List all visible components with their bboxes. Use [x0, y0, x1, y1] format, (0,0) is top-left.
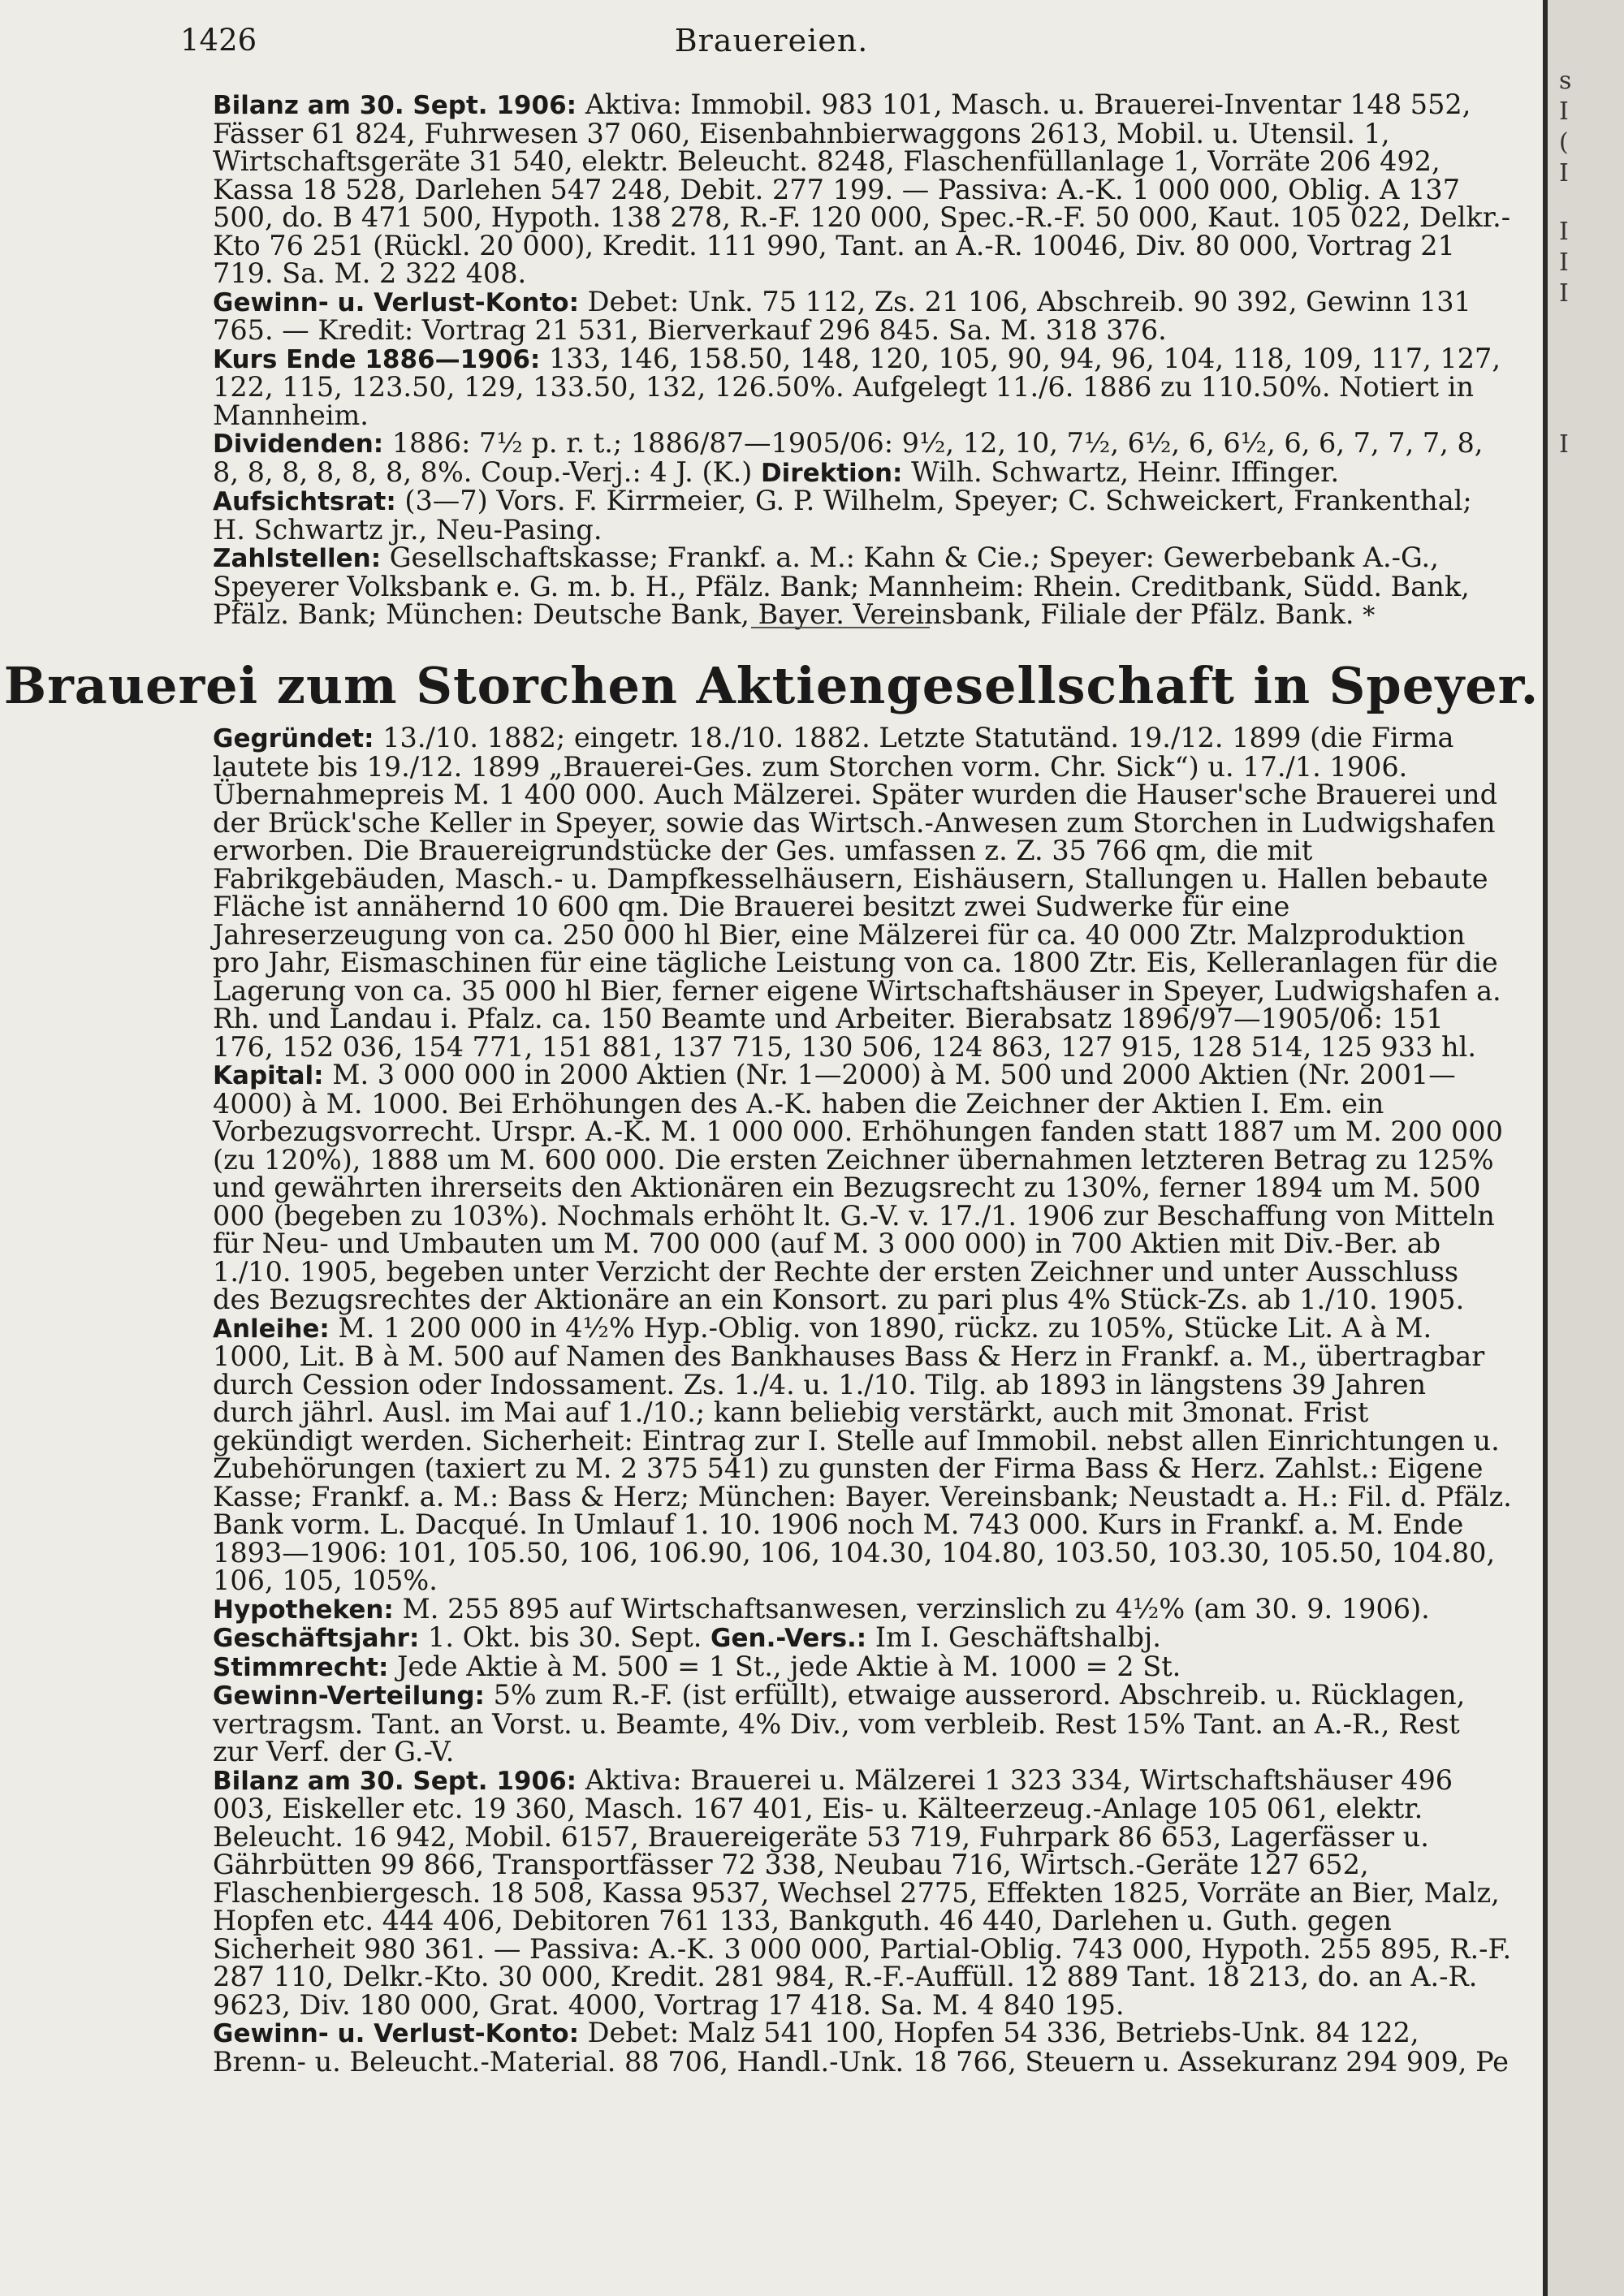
guv-label: Gewinn- u. Verlust-Konto:	[213, 287, 579, 317]
geschaeftsjahr-text: 1. Okt. bis 30. Sept.	[428, 1621, 702, 1653]
geschaeftsjahr-paragraph	[213, 1621, 1512, 1653]
page-header	[0, 23, 1543, 71]
margin-char: I	[1559, 97, 1569, 126]
margin-char: (	[1559, 128, 1569, 157]
hypotheken-text: M. 255 895 auf Wirtschaftsanwesen, verzinslich zu 4½% (am 30. 9. 1906).	[402, 1592, 1430, 1625]
zahlstellen-label: Zahlstellen:	[213, 544, 382, 573]
gen-vers-text: Im I. Geschäftshalbj.	[875, 1621, 1161, 1653]
kapital-text: M. 3 000 000 in 2000 Aktien (Nr. 1—2000) à M. 500 und 2000 Aktien (Nr. 2001—4000) à M. 1000. Bei Erhöhungen des A.-K. haben die Zeichner der Aktien I. Em. ein Vorbezugsvorrecht. Urspr. A.-K. M. 1 000 000. Erhöhungen fanden statt 1887 um M. 200 000 (zu 120%), 1888 um M. 600 000. Die ersten Zeichner übernahmen letzteren Betrag zu 125% und gewährten ihrerseits den Aktionären ein Bezugsrecht zu 130%, ferner 1894 um M. 500 000 (begeben zu 103%). Nochmals erhöht lt. G.-V. v. 17./1. 1906 zur Beschaffung von Mitteln für Neu- und Umbauten um M. 700 000 (auf M. 3 000 000) in 700 Aktien mit Div.-Ber. ab 1./10. 1905, begeben unter Verzicht der Rechte der ersten Zeichner und unter Ausschluss des Bezugsrechtes der Aktionäre an ein Konsort. zu pari plus 4% Stück-Zs. ab 1./10. 1905.	[213, 1059, 1503, 1315]
footnote-star: *	[1363, 602, 1376, 630]
gewinn-verteilung-text: 5% zum R.-F. (ist erfüllt), etwaige ausserord. Abschreib. u. Rücklagen, vertragsm. Tant. an Vorst. u. Beamte, 4% Div., vom verbleib. Rest 15% Tant. an A.-R., Rest zur Verf. der G.-V.	[213, 1679, 1466, 1767]
adjacent-page-edge	[1543, 0, 1624, 2296]
hypotheken-paragraph	[213, 1592, 1512, 1625]
bilanz2-paragraph	[213, 1763, 1512, 2021]
aufsichtsrat-text: (3—7) Vors. F. Kirrmeier, G. P. Wilhelm, Speyer; C. Schweickert, Frankenthal; H. Schwartz jr., Neu-Pasing.	[213, 485, 1472, 546]
guv2-paragraph	[213, 2019, 1512, 2076]
gewinn-verteilung-label: Gewinn-Verteilung:	[213, 1681, 485, 1711]
margin-char: s	[1559, 67, 1572, 95]
margin-char: I	[1559, 430, 1569, 459]
company-block	[213, 724, 1512, 2076]
kapital-label: Kapital:	[213, 1061, 324, 1090]
previous-company-block	[213, 88, 1512, 631]
margin-char: I	[1559, 159, 1569, 188]
gewinn-verteilung-paragraph	[213, 1681, 1512, 1767]
bilanz2-label: Bilanz am 30. Sept. 1906:	[213, 1766, 577, 1796]
kurs-label: Kurs Ende 1886—1906:	[213, 344, 541, 374]
zahlstellen-paragraph	[213, 544, 1512, 631]
dividenden-label: Dividenden:	[213, 429, 384, 459]
margin-char: I	[1559, 279, 1569, 308]
kurs-paragraph	[213, 342, 1512, 431]
aufsichtsrat-paragraph	[213, 487, 1512, 544]
direktion-label: Direktion:	[760, 458, 903, 488]
running-head: Brauereien.	[674, 23, 869, 58]
guv2-text: Debet: Malz 541 100, Hopfen 54 336, Betriebs-Unk. 84 122, Brenn- u. Beleucht.-Material. 88 706, Handl.-Unk. 18 766, Steuern u. Assekuranz 294 909, Pe	[213, 2017, 1509, 2078]
margin-char: I	[1559, 248, 1569, 277]
anleihe-text: M. 1 200 000 in 4½% Hyp.-Oblig. von 1890, rückz. zu 105%, Stücke Lit. A à M. 1000, Lit. B à M. 500 auf Namen des Bankhauses Bass & Herz in Frankf. a. M., übertragbar durch Cession oder Indossament. Zs. 1./4. u. 1./10. Tilg. ab 1893 in längstens 39 Jahren durch jährl. Ausl. im Mai auf 1./10.; kann beliebig verstärkt, auch mit 3monat. Frist gekündigt werden. Sicherheit: Eintrag zur I. Stelle auf Immobil. nebst allen Einrichtungen u. Zubehörungen (taxiert zu M. 2 375 541) zu gunsten der Firma Bass & Herz. Zahlst.: Eigene Kasse; Frankf. a. M.: Bass & Herz; München: Bayer. Vereinsbank; Neustadt a. H.: Fil. d. Pfälz. Bank vorm. L. Dacqué. In Umlauf 1. 10. 1906 noch M. 743 000. Kurs in Frankf. a. M. Ende 1893—1906: 101, 105.50, 106, 106.90, 106, 104.30, 104.80, 103.50, 103.30, 105.50, 104.80, 106, 105, 105%.	[213, 1311, 1512, 1596]
bilanz-text: Aktiva: Immobil. 983 101, Masch. u. Brauerei-Inventar 148 552, Fässer 61 824, Fuhrwesen 37 060, Eisenbahnbierwaggons 2613, Mobil. u. Utensil. 1, Wirtschaftsgeräte 31 540, elektr. Beleucht. 8248, Flaschenfüllanlage 1, Vorräte 206 492, Kassa 18 528, Darlehen 547 248, Debit. 277 199. — Passiva: A.-K. 1 000 000, Oblig. A 137 500, do. B 471 500, Hypoth. 138 278, R.-F. 120 000, Spec.-R.-F. 50 000, Kaut. 105 022, Delkr.-Kto 76 251 (Rückl. 20 000), Kredit. 111 990, Tant. an A.-R. 10046, Div. 80 000, Vortrag 21 719. Sa. M. 2 322 408.	[213, 88, 1511, 289]
stimmrecht-paragraph	[213, 1650, 1512, 1682]
geschaeftsjahr-label: Geschäftsjahr:	[213, 1624, 420, 1653]
gegruendet-label: Gegründet:	[213, 724, 374, 753]
dividenden-text: 1886: 7½ p. r. t.; 1886/87—1905/06: 9½, 12, 10, 7½, 6½, 6, 6½, 6, 6, 7, 7, 7, 8, 8, 8, 8, 8, 8, 8, 8%. Coup.-Verj.: 4 J. (K.)	[213, 427, 1484, 488]
gen-vers-label: Gen.-Vers.:	[710, 1624, 867, 1653]
guv-text: Debet: Unk. 75 112, Zs. 21 106, Abschreib. 90 392, Gewinn 131 765. — Kredit: Vortrag 21 531, Bierverkauf 296 845. Sa. M. 318 376.	[213, 285, 1471, 346]
gegruendet-text: 13./10. 1882; eingetr. 18./10. 1882. Letzte Statutänd. 19./12. 1899 (die Firma lautete bis 19./12. 1899 „Brauerei-Ges. zum Storchen vorm. Chr. Sick“) u. 17./1. 1906. Übernahmepreis M. 1 400 000. Auch Mälzerei. Später wurden die Hauser'sche Brauerei und der Brück'sche Keller in Speyer, sowie das Wirtsch.-Anwesen zum Storchen in Ludwigshafen erworben. Die Brauereigrundstücke der Ges. umfassen z. Z. 35 766 qm, die mit Fabrikgebäuden, Masch.- u. Dampfkesselhäusern, Eishäusern, Stallungen u. Hallen bebaute Fläche ist annähernd 10 600 qm. Die Brauerei besitzt zwei Sudwerke für eine Jahreserzeugung von ca. 250 000 hl Bier, eine Mälzerei für ca. 40 000 Ztr. Malzproduktion pro Jahr, Eismaschinen für eine tägliche Leistung von ca. 1800 Ztr. Eis, Kelleranlagen für die Lagerung von ca. 35 000 hl Bier, ferner eigene Wirtschaftshäuser in Speyer, Ludwigshafen a. Rh. und Landau i. Pfalz. ca. 150 Beamte und Arbeiter. Bierabsatz 1896/97—1905/06: 151 176, 152 036, 154 771, 151 881, 137 715, 130 506, 124 863, 127 915, 128 514, 125 933 hl.	[213, 722, 1501, 1063]
zahlstellen-text: Gesellschaftskasse; Frankf. a. M.: Kahn & Cie.; Speyer: Gewerbebank A.-G., Speyerer Volksbank e. G. m. b. H., Pfälz. Bank; Mannheim: Rhein. Creditbank, Südd. Bank, Pfälz. Bank; München: Deutsche Bank, Bayer. Vereinsbank, Filiale der Pfälz. Bank.	[213, 542, 1470, 630]
guv-paragraph	[213, 285, 1512, 346]
kurs-text: 133, 146, 158.50, 148, 120, 105, 90, 94, 96, 104, 118, 109, 117, 127, 122, 115, 123.50, 129, 133.50, 132, 126.50%. Aufgelegt 11./6. 1886 zu 110.50%. Notiert in Mannheim.	[213, 342, 1501, 431]
stimmrecht-text: Jede Aktie à M. 500 = 1 St., jede Aktie à M. 1000 = 2 St.	[397, 1650, 1181, 1682]
hypotheken-label: Hypotheken:	[213, 1595, 394, 1625]
margin-char: I	[1559, 218, 1569, 246]
guv2-label: Gewinn- u. Verlust-Konto:	[213, 2019, 579, 2048]
dividenden-paragraph	[213, 429, 1512, 487]
anleihe-label: Anleihe:	[213, 1314, 330, 1344]
anleihe-paragraph	[213, 1311, 1512, 1596]
bilanz2-text: Aktiva: Brauerei u. Mälzerei 1 323 334, Wirtschaftshäuser 496 003, Eiskeller etc. 19 360, Masch. 167 401, Eis- u. Kälteerzeug.-Anlage 105 061, elektr. Beleucht. 16 942, Mobil. 6157, Brauereigeräte 53 719, Fuhrpark 86 653, Lagerfässer u. Gährbütten 99 866, Transportfässer 72 338, Neubau 716, Wirtsch.-Geräte 127 652, Flaschenbiergesch. 18 508, Kassa 9537, Wechsel 2775, Effekten 1825, Vorräte an Bier, Malz, Hopfen etc. 444 406, Debitoren 761 133, Bankguth. 46 440, Darlehen u. Guth. gegen Sicherheit 980 361. — Passiva: A.-K. 3 000 000, Partial-Oblig. 743 000, Hypoth. 255 895, R.-F. 287 110, Delkr.-Kto. 30 000, Kredit. 281 984, R.-F.-Auffüll. 12 889 Tant. 18 213, do. an A.-R. 9623, Div. 180 000, Grat. 4000, Vortrag 17 418. Sa. M. 4 840 195.	[213, 1763, 1512, 2021]
section-divider	[751, 627, 930, 628]
bilanz-label: Bilanz am 30. Sept. 1906:	[213, 91, 577, 120]
company-title: Brauerei zum Storchen Aktiengesellschaft in Speyer.	[3, 656, 1540, 715]
stimmrecht-label: Stimmrecht:	[213, 1652, 389, 1682]
page-number: 1426	[180, 23, 257, 58]
bilanz-paragraph	[213, 88, 1512, 289]
gegruendet-paragraph	[213, 724, 1512, 1061]
kapital-paragraph	[213, 1061, 1512, 1314]
aufsichtsrat-label: Aufsichtsrat:	[213, 487, 396, 516]
direktion-text: Wilh. Schwartz, Heinr. Iffinger.	[911, 455, 1340, 488]
